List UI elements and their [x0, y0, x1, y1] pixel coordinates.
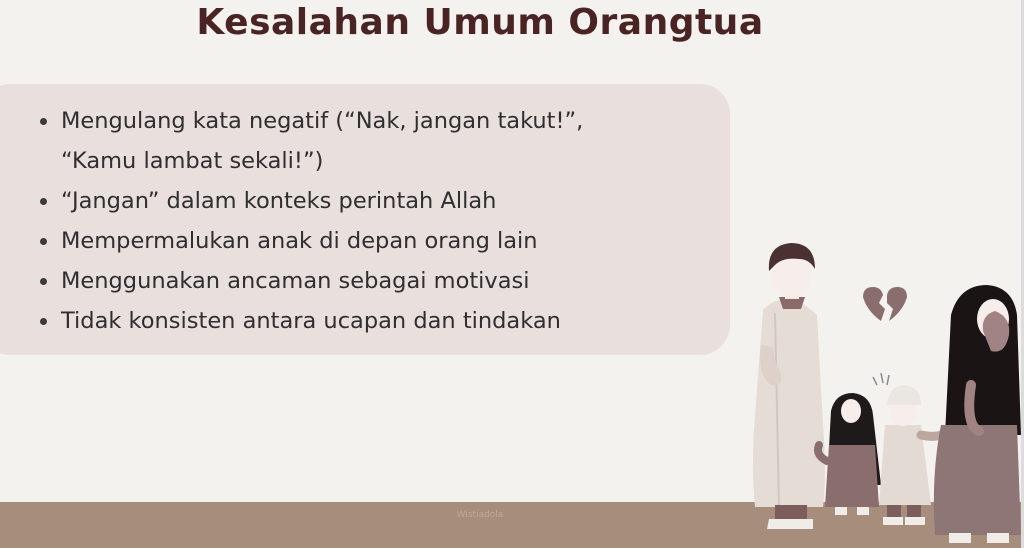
bullet-text: Mengulang kata negatif (“Nak, jangan takut!”, — [61, 108, 584, 134]
bullet-dot-icon — [40, 238, 47, 245]
broken-heart-icon — [863, 287, 907, 321]
family-illustration — [735, 235, 1024, 548]
bullet-dot-icon — [40, 318, 47, 325]
bullet-dot-icon — [40, 118, 47, 125]
bullet-text: Tidak konsisten antara ucapan dan tindakan — [61, 308, 561, 334]
bullet-text: Menggunakan ancaman sebagai motivasi — [61, 268, 530, 294]
watermark-text: Wistiadola — [456, 510, 504, 520]
slide-title: Kesalahan Umum Orangtua — [196, 2, 764, 43]
bullet-item — [40, 181, 720, 221]
bullet-text: Mempermalukan anak di depan orang lain — [61, 228, 538, 254]
bullet-dot-icon — [40, 278, 47, 285]
bullet-dot-icon — [40, 198, 47, 205]
bullet-item — [40, 261, 720, 301]
mother-figure — [934, 285, 1021, 543]
bullet-list — [40, 101, 720, 341]
bullet-item — [40, 101, 720, 181]
bullet-text-continued: “Kamu lambat sekali!”) — [61, 148, 324, 174]
father-figure — [753, 243, 825, 529]
bullet-item — [40, 221, 720, 261]
bullet-item — [40, 301, 720, 341]
girl-figure — [818, 393, 881, 515]
bullet-text: “Jangan” dalam konteks perintah Allah — [61, 188, 497, 214]
